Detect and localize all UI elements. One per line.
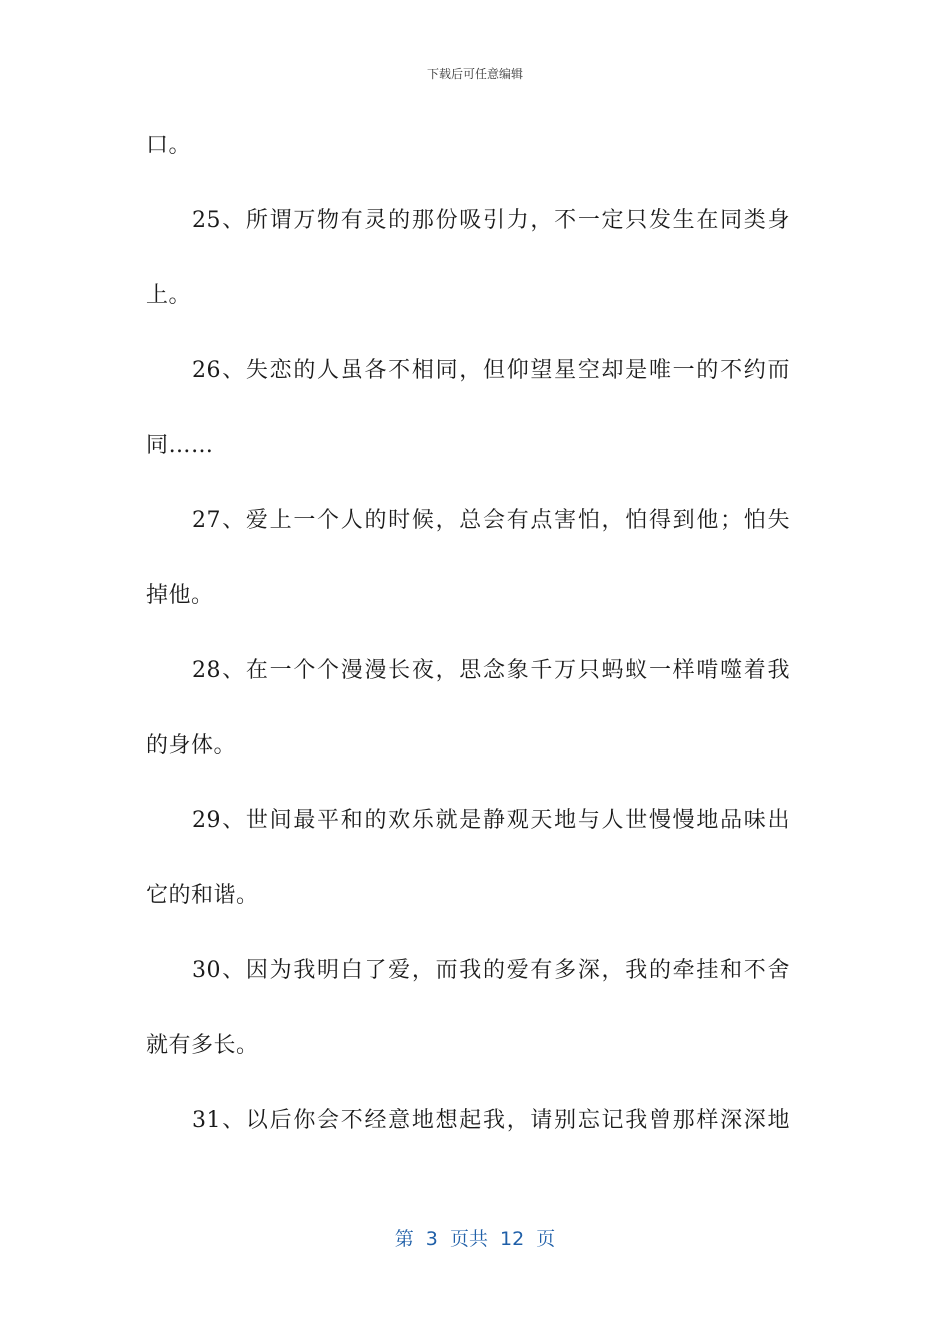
page-number-text: 第 3 页共 12 页 (394, 1228, 556, 1250)
page-number-footer (0, 1226, 950, 1252)
text-line: 25、所谓万物有灵的那份吸引力，不一定只发生在同类身 (192, 208, 790, 233)
text-line: 口。 (146, 133, 192, 158)
text-line: 31、以后你会不经意地想起我，请别忘记我曾那样深深地 (192, 1108, 790, 1133)
page-header: 下载后可任意编辑 (426, 67, 523, 81)
text-line: 28、在一个个漫漫长夜，思念象千万只蚂蚁一样啃噬着我 (192, 658, 790, 683)
text-line: 的身体。 (146, 733, 237, 758)
text-line: 27、爱上一个人的时候，总会有点害怕，怕得到他；怕失 (192, 508, 790, 533)
text-line: 就有多长。 (146, 1033, 259, 1058)
text-line: 掉他。 (146, 583, 214, 608)
text-line: 26、失恋的人虽各不相同，但仰望星空却是唯一的不约而 (192, 358, 790, 383)
text-line: 30、因为我明白了爱，而我的爱有多深，我的牵挂和不舍 (192, 958, 790, 983)
text-line: 29、世间最平和的欢乐就是静观天地与人世慢慢地品味出 (192, 808, 790, 833)
text-line: 它的和谐。 (146, 883, 259, 908)
text-line: 上。 (146, 283, 192, 308)
text-line: 同…… (146, 433, 214, 458)
